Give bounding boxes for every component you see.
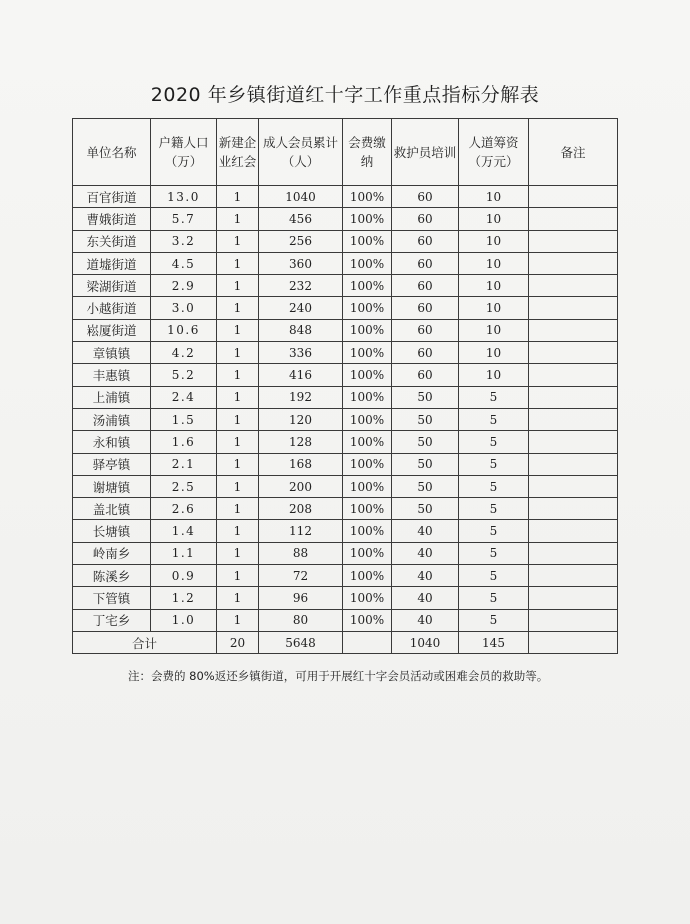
cell-unit-name: 东关街道 [73, 230, 151, 252]
header-remarks: 备注 [529, 119, 618, 186]
cell-new-enterprise-redcross: 1 [217, 431, 259, 453]
cell-population: 4.2 [151, 342, 217, 364]
cell-population: 2.1 [151, 453, 217, 475]
cell-first-aid-training: 50 [392, 498, 459, 520]
cell-dues-payment: 100% [343, 386, 392, 408]
cell-population: 2.5 [151, 475, 217, 497]
cell-humanitarian-funding: 5 [459, 498, 529, 520]
cell-first-aid-training: 50 [392, 386, 459, 408]
cell-adult-members: 80 [259, 609, 343, 631]
cell-adult-members: 120 [259, 408, 343, 430]
cell-dues-payment: 100% [343, 230, 392, 252]
cell-unit-name: 百官街道 [73, 186, 151, 208]
cell-dues-payment: 100% [343, 275, 392, 297]
cell-remarks [529, 542, 618, 564]
cell-humanitarian-funding: 5 [459, 609, 529, 631]
cell-dues-payment: 100% [343, 565, 392, 587]
cell-population: 1.4 [151, 520, 217, 542]
cell-remarks [529, 386, 618, 408]
cell-dues-payment: 100% [343, 297, 392, 319]
cell-remarks [529, 342, 618, 364]
total-label: 合计 [73, 631, 217, 653]
cell-humanitarian-funding: 5 [459, 475, 529, 497]
header-population: 户籍人口（万） [151, 119, 217, 186]
cell-adult-members: 88 [259, 542, 343, 564]
cell-adult-members: 128 [259, 431, 343, 453]
cell-adult-members: 360 [259, 252, 343, 274]
cell-population: 3.2 [151, 230, 217, 252]
cell-humanitarian-funding: 5 [459, 431, 529, 453]
cell-adult-members: 256 [259, 230, 343, 252]
cell-first-aid-training: 60 [392, 319, 459, 341]
cell-remarks [529, 252, 618, 274]
table-row [73, 498, 618, 520]
table-row [73, 542, 618, 564]
cell-first-aid-training: 60 [392, 230, 459, 252]
cell-population: 3.0 [151, 297, 217, 319]
cell-first-aid-training: 50 [392, 431, 459, 453]
cell-first-aid-training: 40 [392, 565, 459, 587]
cell-population: 1.0 [151, 609, 217, 631]
cell-adult-members: 112 [259, 520, 343, 542]
cell-humanitarian-funding: 5 [459, 386, 529, 408]
cell-population: 1.6 [151, 431, 217, 453]
table-row [73, 565, 618, 587]
header-adult-members: 成人会员累计（人） [259, 119, 343, 186]
header-unit-name: 单位名称 [73, 119, 151, 186]
cell-unit-name: 陈溪乡 [73, 565, 151, 587]
header-new-enterprise-redcross: 新建企业红会 [217, 119, 259, 186]
cell-population: 13.0 [151, 186, 217, 208]
cell-remarks [529, 587, 618, 609]
cell-remarks [529, 208, 618, 230]
cell-remarks [529, 408, 618, 430]
cell-adult-members: 416 [259, 364, 343, 386]
total-companies: 20 [217, 631, 259, 653]
table-row [73, 364, 618, 386]
cell-new-enterprise-redcross: 1 [217, 275, 259, 297]
cell-new-enterprise-redcross: 1 [217, 520, 259, 542]
header-dues-payment: 会费缴纳 [343, 119, 392, 186]
table-row [73, 587, 618, 609]
cell-remarks [529, 431, 618, 453]
cell-adult-members: 168 [259, 453, 343, 475]
cell-adult-members: 200 [259, 475, 343, 497]
cell-new-enterprise-redcross: 1 [217, 565, 259, 587]
table-row [73, 386, 618, 408]
cell-adult-members: 96 [259, 587, 343, 609]
cell-humanitarian-funding: 10 [459, 319, 529, 341]
cell-new-enterprise-redcross: 1 [217, 364, 259, 386]
cell-humanitarian-funding: 10 [459, 186, 529, 208]
cell-first-aid-training: 60 [392, 297, 459, 319]
cell-new-enterprise-redcross: 1 [217, 498, 259, 520]
cell-humanitarian-funding: 10 [459, 230, 529, 252]
table-row [73, 230, 618, 252]
cell-humanitarian-funding: 5 [459, 453, 529, 475]
cell-new-enterprise-redcross: 1 [217, 319, 259, 341]
cell-unit-name: 丁宅乡 [73, 609, 151, 631]
cell-adult-members: 72 [259, 565, 343, 587]
cell-population: 1.5 [151, 408, 217, 430]
cell-remarks [529, 275, 618, 297]
cell-new-enterprise-redcross: 1 [217, 342, 259, 364]
cell-unit-name: 永和镇 [73, 431, 151, 453]
cell-unit-name: 谢塘镇 [73, 475, 151, 497]
cell-dues-payment: 100% [343, 498, 392, 520]
total-training: 1040 [392, 631, 459, 653]
cell-new-enterprise-redcross: 1 [217, 386, 259, 408]
cell-unit-name: 上浦镇 [73, 386, 151, 408]
cell-remarks [529, 475, 618, 497]
table-body [73, 186, 618, 632]
table-row [73, 297, 618, 319]
cell-humanitarian-funding: 10 [459, 275, 529, 297]
cell-population: 5.7 [151, 208, 217, 230]
cell-unit-name: 崧厦街道 [73, 319, 151, 341]
cell-first-aid-training: 60 [392, 364, 459, 386]
cell-first-aid-training: 40 [392, 520, 459, 542]
cell-population: 1.2 [151, 587, 217, 609]
cell-remarks [529, 297, 618, 319]
table-row [73, 453, 618, 475]
cell-adult-members: 192 [259, 386, 343, 408]
table-row [73, 475, 618, 497]
indicator-table [72, 118, 618, 654]
cell-dues-payment: 100% [343, 408, 392, 430]
cell-remarks [529, 498, 618, 520]
table-row [73, 408, 618, 430]
cell-unit-name: 岭南乡 [73, 542, 151, 564]
cell-population: 10.6 [151, 319, 217, 341]
header-humanitarian-funding: 人道筹资（万元） [459, 119, 529, 186]
cell-remarks [529, 609, 618, 631]
cell-new-enterprise-redcross: 1 [217, 587, 259, 609]
cell-dues-payment: 100% [343, 186, 392, 208]
cell-dues-payment: 100% [343, 364, 392, 386]
table-row [73, 275, 618, 297]
cell-remarks [529, 230, 618, 252]
cell-population: 1.1 [151, 542, 217, 564]
cell-first-aid-training: 50 [392, 475, 459, 497]
cell-dues-payment: 100% [343, 587, 392, 609]
cell-unit-name: 驿亭镇 [73, 453, 151, 475]
cell-remarks [529, 364, 618, 386]
cell-humanitarian-funding: 10 [459, 208, 529, 230]
cell-unit-name: 长塘镇 [73, 520, 151, 542]
cell-population: 2.9 [151, 275, 217, 297]
cell-first-aid-training: 60 [392, 252, 459, 274]
cell-humanitarian-funding: 5 [459, 542, 529, 564]
cell-unit-name: 小越街道 [73, 297, 151, 319]
cell-humanitarian-funding: 10 [459, 252, 529, 274]
cell-population: 5.2 [151, 364, 217, 386]
table-row [73, 208, 618, 230]
cell-adult-members: 1040 [259, 186, 343, 208]
total-members: 5648 [259, 631, 343, 653]
cell-unit-name: 盖北镇 [73, 498, 151, 520]
cell-new-enterprise-redcross: 1 [217, 453, 259, 475]
cell-first-aid-training: 60 [392, 208, 459, 230]
cell-dues-payment: 100% [343, 453, 392, 475]
cell-dues-payment: 100% [343, 609, 392, 631]
cell-first-aid-training: 40 [392, 542, 459, 564]
cell-adult-members: 336 [259, 342, 343, 364]
cell-humanitarian-funding: 5 [459, 587, 529, 609]
cell-dues-payment: 100% [343, 542, 392, 564]
cell-dues-payment: 100% [343, 520, 392, 542]
cell-first-aid-training: 60 [392, 275, 459, 297]
cell-remarks [529, 565, 618, 587]
cell-new-enterprise-redcross: 1 [217, 609, 259, 631]
table-row [73, 342, 618, 364]
table-row [73, 319, 618, 341]
cell-humanitarian-funding: 5 [459, 565, 529, 587]
cell-humanitarian-funding: 5 [459, 408, 529, 430]
cell-unit-name: 汤浦镇 [73, 408, 151, 430]
header-first-aid-training: 救护员培训 [392, 119, 459, 186]
cell-dues-payment: 100% [343, 208, 392, 230]
cell-new-enterprise-redcross: 1 [217, 475, 259, 497]
table-header-row [73, 119, 618, 186]
cell-population: 4.5 [151, 252, 217, 274]
table-row [73, 520, 618, 542]
cell-new-enterprise-redcross: 1 [217, 186, 259, 208]
cell-remarks [529, 319, 618, 341]
footnote: 注：会费的 80%返还乡镇街道，可用于开展红十字会员活动或困难会员的救助等。 [128, 669, 549, 683]
cell-population: 2.4 [151, 386, 217, 408]
total-remarks-cell [529, 631, 618, 653]
total-funds: 145 [459, 631, 529, 653]
cell-humanitarian-funding: 10 [459, 364, 529, 386]
cell-dues-payment: 100% [343, 431, 392, 453]
cell-unit-name: 曹娥街道 [73, 208, 151, 230]
cell-unit-name: 道墟街道 [73, 252, 151, 274]
cell-dues-payment: 100% [343, 475, 392, 497]
cell-unit-name: 下管镇 [73, 587, 151, 609]
table-row [73, 431, 618, 453]
total-dues-cell [343, 631, 392, 653]
cell-adult-members: 456 [259, 208, 343, 230]
cell-unit-name: 梁湖街道 [73, 275, 151, 297]
cell-first-aid-training: 40 [392, 609, 459, 631]
document-title: 2020 年乡镇街道红十字工作重点指标分解表 [150, 84, 540, 106]
cell-new-enterprise-redcross: 1 [217, 408, 259, 430]
cell-remarks [529, 186, 618, 208]
cell-first-aid-training: 40 [392, 587, 459, 609]
cell-first-aid-training: 60 [392, 342, 459, 364]
cell-unit-name: 丰惠镇 [73, 364, 151, 386]
cell-adult-members: 240 [259, 297, 343, 319]
cell-adult-members: 848 [259, 319, 343, 341]
cell-humanitarian-funding: 10 [459, 297, 529, 319]
cell-new-enterprise-redcross: 1 [217, 542, 259, 564]
cell-new-enterprise-redcross: 1 [217, 297, 259, 319]
cell-humanitarian-funding: 10 [459, 342, 529, 364]
cell-new-enterprise-redcross: 1 [217, 230, 259, 252]
cell-dues-payment: 100% [343, 252, 392, 274]
table-row [73, 609, 618, 631]
cell-unit-name: 章镇镇 [73, 342, 151, 364]
cell-humanitarian-funding: 5 [459, 520, 529, 542]
cell-first-aid-training: 50 [392, 408, 459, 430]
cell-new-enterprise-redcross: 1 [217, 208, 259, 230]
cell-first-aid-training: 50 [392, 453, 459, 475]
table-row [73, 186, 618, 208]
cell-population: 2.6 [151, 498, 217, 520]
cell-remarks [529, 520, 618, 542]
cell-adult-members: 208 [259, 498, 343, 520]
cell-first-aid-training: 60 [392, 186, 459, 208]
cell-dues-payment: 100% [343, 319, 392, 341]
cell-new-enterprise-redcross: 1 [217, 252, 259, 274]
table-row [73, 252, 618, 274]
cell-remarks [529, 453, 618, 475]
cell-population: 0.9 [151, 565, 217, 587]
total-row [73, 631, 618, 653]
cell-adult-members: 232 [259, 275, 343, 297]
cell-dues-payment: 100% [343, 342, 392, 364]
